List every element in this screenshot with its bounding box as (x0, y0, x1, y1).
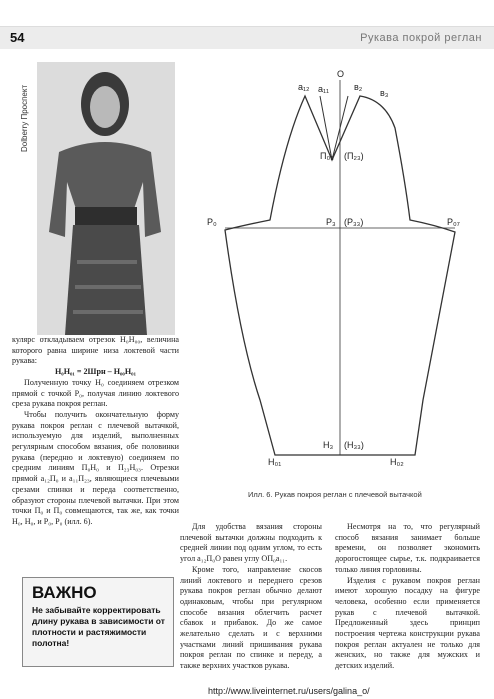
page-number: 54 (10, 30, 25, 45)
label-P0: Р₀ (207, 217, 217, 227)
label-H33: (Н₃₃) (344, 440, 364, 450)
sleeve-pattern-diagram (180, 60, 480, 485)
important-text: Не забывайте корректировать длину рукава в зависимости от плотности и растяжимости полотна! (32, 605, 165, 648)
label-b3: в₃ (380, 88, 389, 98)
important-title: ВАЖНО (32, 583, 97, 602)
label-O: O (337, 69, 345, 79)
label-a11: a₁₁ (318, 84, 330, 94)
label-P07: Р₀₇ (447, 217, 460, 227)
column3-paragraph-2: Изделия с рукавом покроя реглан имеют хорошую посадку на фигуре человека, особенно если применяется рукав с плечевой вытачкой. Предложенный здесь принцип построения чертежа конструкции рукава покроя реглан актуален не только для женских, но также для мужских и детских изделий. (335, 575, 480, 671)
column2-paragraph-1: Для удобства вязания стороны плечевой вытачки должны подходить к средней линии под одним углом, то есть угол а₁₂П₀О равен углу ОП₀а₁₁. (180, 522, 322, 564)
column1-paragraph-2: Полученную точку Н₀ соединяем отрезком прямой с точкой Р₀, получая линию локтевого среза рукава покроя реглан. (12, 377, 179, 409)
text-column-2 (180, 522, 322, 672)
important-box (22, 577, 174, 667)
label-P33: (Р₃₃) (344, 217, 364, 227)
label-H02: Н₀₂ (390, 457, 404, 467)
photo-credit: Dolberry Проспект (20, 84, 29, 152)
figure-caption: Илл. 6. Рукав покроя реглан с плечевой вытачкой (248, 490, 422, 499)
label-P03: П₀₃ (320, 151, 334, 161)
label-a12: a₁₂ (298, 82, 310, 92)
label-P3: Р₃ (326, 217, 336, 227)
column1-formula: Н₀Н₀₁ = 2Шрн – Н₀₀Н₀₁ (54, 367, 137, 377)
column3-paragraph-1: Несмотря на то, что регулярный способ вязания занимает больше времени, он позволяет экономить дорогостоящее сырье, т.к. подкраивается только линия горловины. (335, 522, 480, 574)
text-column-1 (12, 335, 179, 528)
text-column-3 (335, 522, 480, 672)
column2-paragraph-2: Кроме того, направление скосов линий локтевого и переднего срезов рукава покроя реглан обычно делают одинаковым, чтобы при регулярном способе вязания облегчить расчет сбавок и прибавок. До же самое желательно сделать и с верхними участками линий пришивания рукава покроя реглан по спинке и переду, а также верхних участков рукава. (180, 564, 322, 671)
label-H3: Н₃ (323, 440, 334, 450)
footer-url[interactable]: http://www.liveinternet.ru/users/galina_o/ (208, 686, 370, 696)
section-title: Рукава покрой реглан (360, 32, 482, 44)
model-photo (37, 62, 175, 335)
column1-paragraph-1: кулярс откладываем отрезок Н₀Н₀₀, величина которого равна ширине низа локтевой части рукава: (12, 335, 179, 366)
label-P23: (П₂₃) (344, 151, 364, 161)
label-H01: Н₀₁ (268, 457, 282, 467)
column1-paragraph-3: Чтобы получить окончательную форму рукава покроя реглан с плечевой вытачкой, используемую для изделий, выполненных регулярным способом вязания, обе половинки рукава (передню и локтевую) соединяем по средним линиям П₀Н₀ и П₂₃Н₀₃. Отрезки прямой а₁₂П₀ и а₁₁П₂₃, являющиеся плечевыми срезами спинки и переда соответственно, образуют стороны плечевой вытачки. При этом точки П₀ и П₀ совмещаются, так же, как точки Н₀, Н₀, и Р₀, Р₀ (илл. 6). (12, 409, 179, 526)
model-photo-image (37, 62, 175, 335)
label-b2: в₂ (354, 82, 363, 92)
